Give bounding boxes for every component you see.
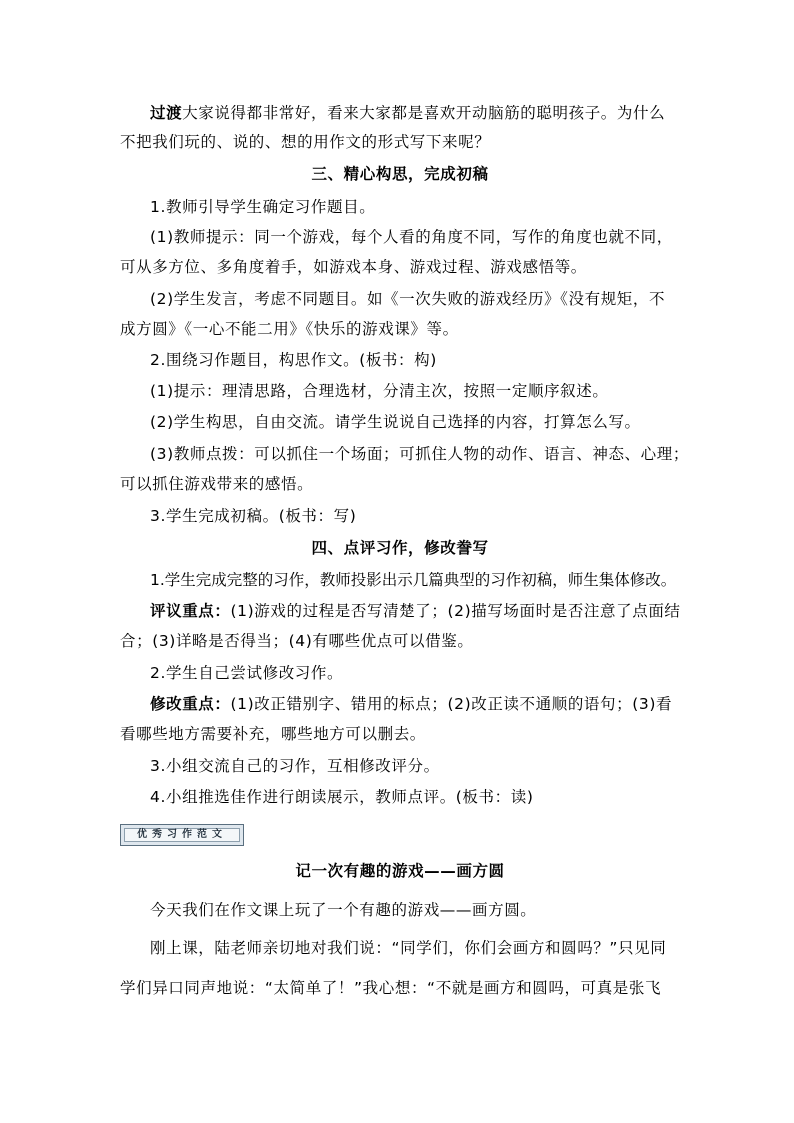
review-step-4: 4.小组推选佳作进行朗读展示，教师点评。(板书：读) [150,788,534,806]
essay-paragraph-2-line-2: 学们异口同声地说：“太简单了！”我心想：“不就是画方和圆吗，可真是张飞 [120,979,662,997]
review-focus-line-2: 合；(3)详略是否得当；(4)有哪些优点可以借鉴。 [120,632,474,650]
revise-focus-text-1: (1)改正错别字、错用的标点；(2)改正读不通顺的语句；(3)看 [230,695,673,713]
step-1b-line-1: (2)学生发言，考虑不同题目。如《一次失败的游戏经历》《没有规矩，不 [150,290,666,308]
transition-paragraph-line-2: 不把我们玩的、说的、想的用作文的形式写下来呢？ [120,133,491,151]
step-2b: (2)学生构思，自由交流。请学生说说自己选择的内容，打算怎么写。 [150,413,641,431]
step-2c-line-2: 可以抓住游戏带来的感悟。 [120,475,314,493]
transition-paragraph-line-1 [150,102,680,124]
step-1a-line-2: 可从多方位、多角度着手，如游戏本身、游戏过程、游戏感悟等。 [120,258,587,276]
step-3: 3.学生完成初稿。(板书：写) [150,507,357,525]
step-2c-line-1: (3)教师点拨：可以抓住一个场面；可抓住人物的动作、语言、神态、心理； [150,445,689,463]
step-2: 2.围绕习作题目，构思作文。(板书：构) [150,351,437,369]
essay-paragraph-1: 今天我们在作文课上玩了一个有趣的游戏——画方圆。 [150,901,537,919]
revise-focus-line-2: 看哪些地方需要补充，哪些地方可以删去。 [120,725,426,743]
review-focus-text-1: (1)游戏的过程是否写清楚了；(2)描写场面时是否注意了点面结 [230,602,681,620]
review-step-3: 3.小组交流自己的习作，互相修改评分。 [150,757,440,775]
essay-title: 记一次有趣的游戏——画方圆 [295,862,505,880]
review-focus-label: 评议重点： [150,602,231,620]
review-step-1: 1.学生完成完整的习作，教师投影出示几篇典型的习作初稿，师生集体修改。 [150,571,677,589]
excellent-essay-badge [120,824,244,846]
step-2a: (1)提示：理清思路，合理选材，分清主次，按照一定顺序叙述。 [150,382,609,400]
revise-focus-line-1 [150,693,680,715]
transition-text-1: 大家说得都非常好，看来大家都是喜欢开动脑筋的聪明孩子。为什么 [182,104,666,122]
step-1: 1.教师引导学生确定习作题目。 [150,198,376,216]
review-focus-line-1 [150,600,680,622]
review-step-2: 2.学生自己尝试修改习作。 [150,664,344,682]
section-heading-3: 三、精心构思，完成初稿 [311,165,489,183]
essay-paragraph-2-line-1: 刚上课，陆老师亲切地对我们说：“同学们，你们会画方和圆吗？”只见同 [150,939,667,957]
section-heading-4: 四、点评习作，修改誊写 [311,539,489,557]
badge-label: 优秀习作范文 [124,828,240,842]
step-1a-line-1: (1)教师提示：同一个游戏，每个人看的角度不同，写作的角度也就不同， [150,228,673,246]
step-1b-line-2: 成方圆》《一心不能二用》《快乐的游戏课》等。 [120,320,459,338]
transition-label: 过渡 [150,104,183,122]
revise-focus-label: 修改重点： [150,695,231,713]
